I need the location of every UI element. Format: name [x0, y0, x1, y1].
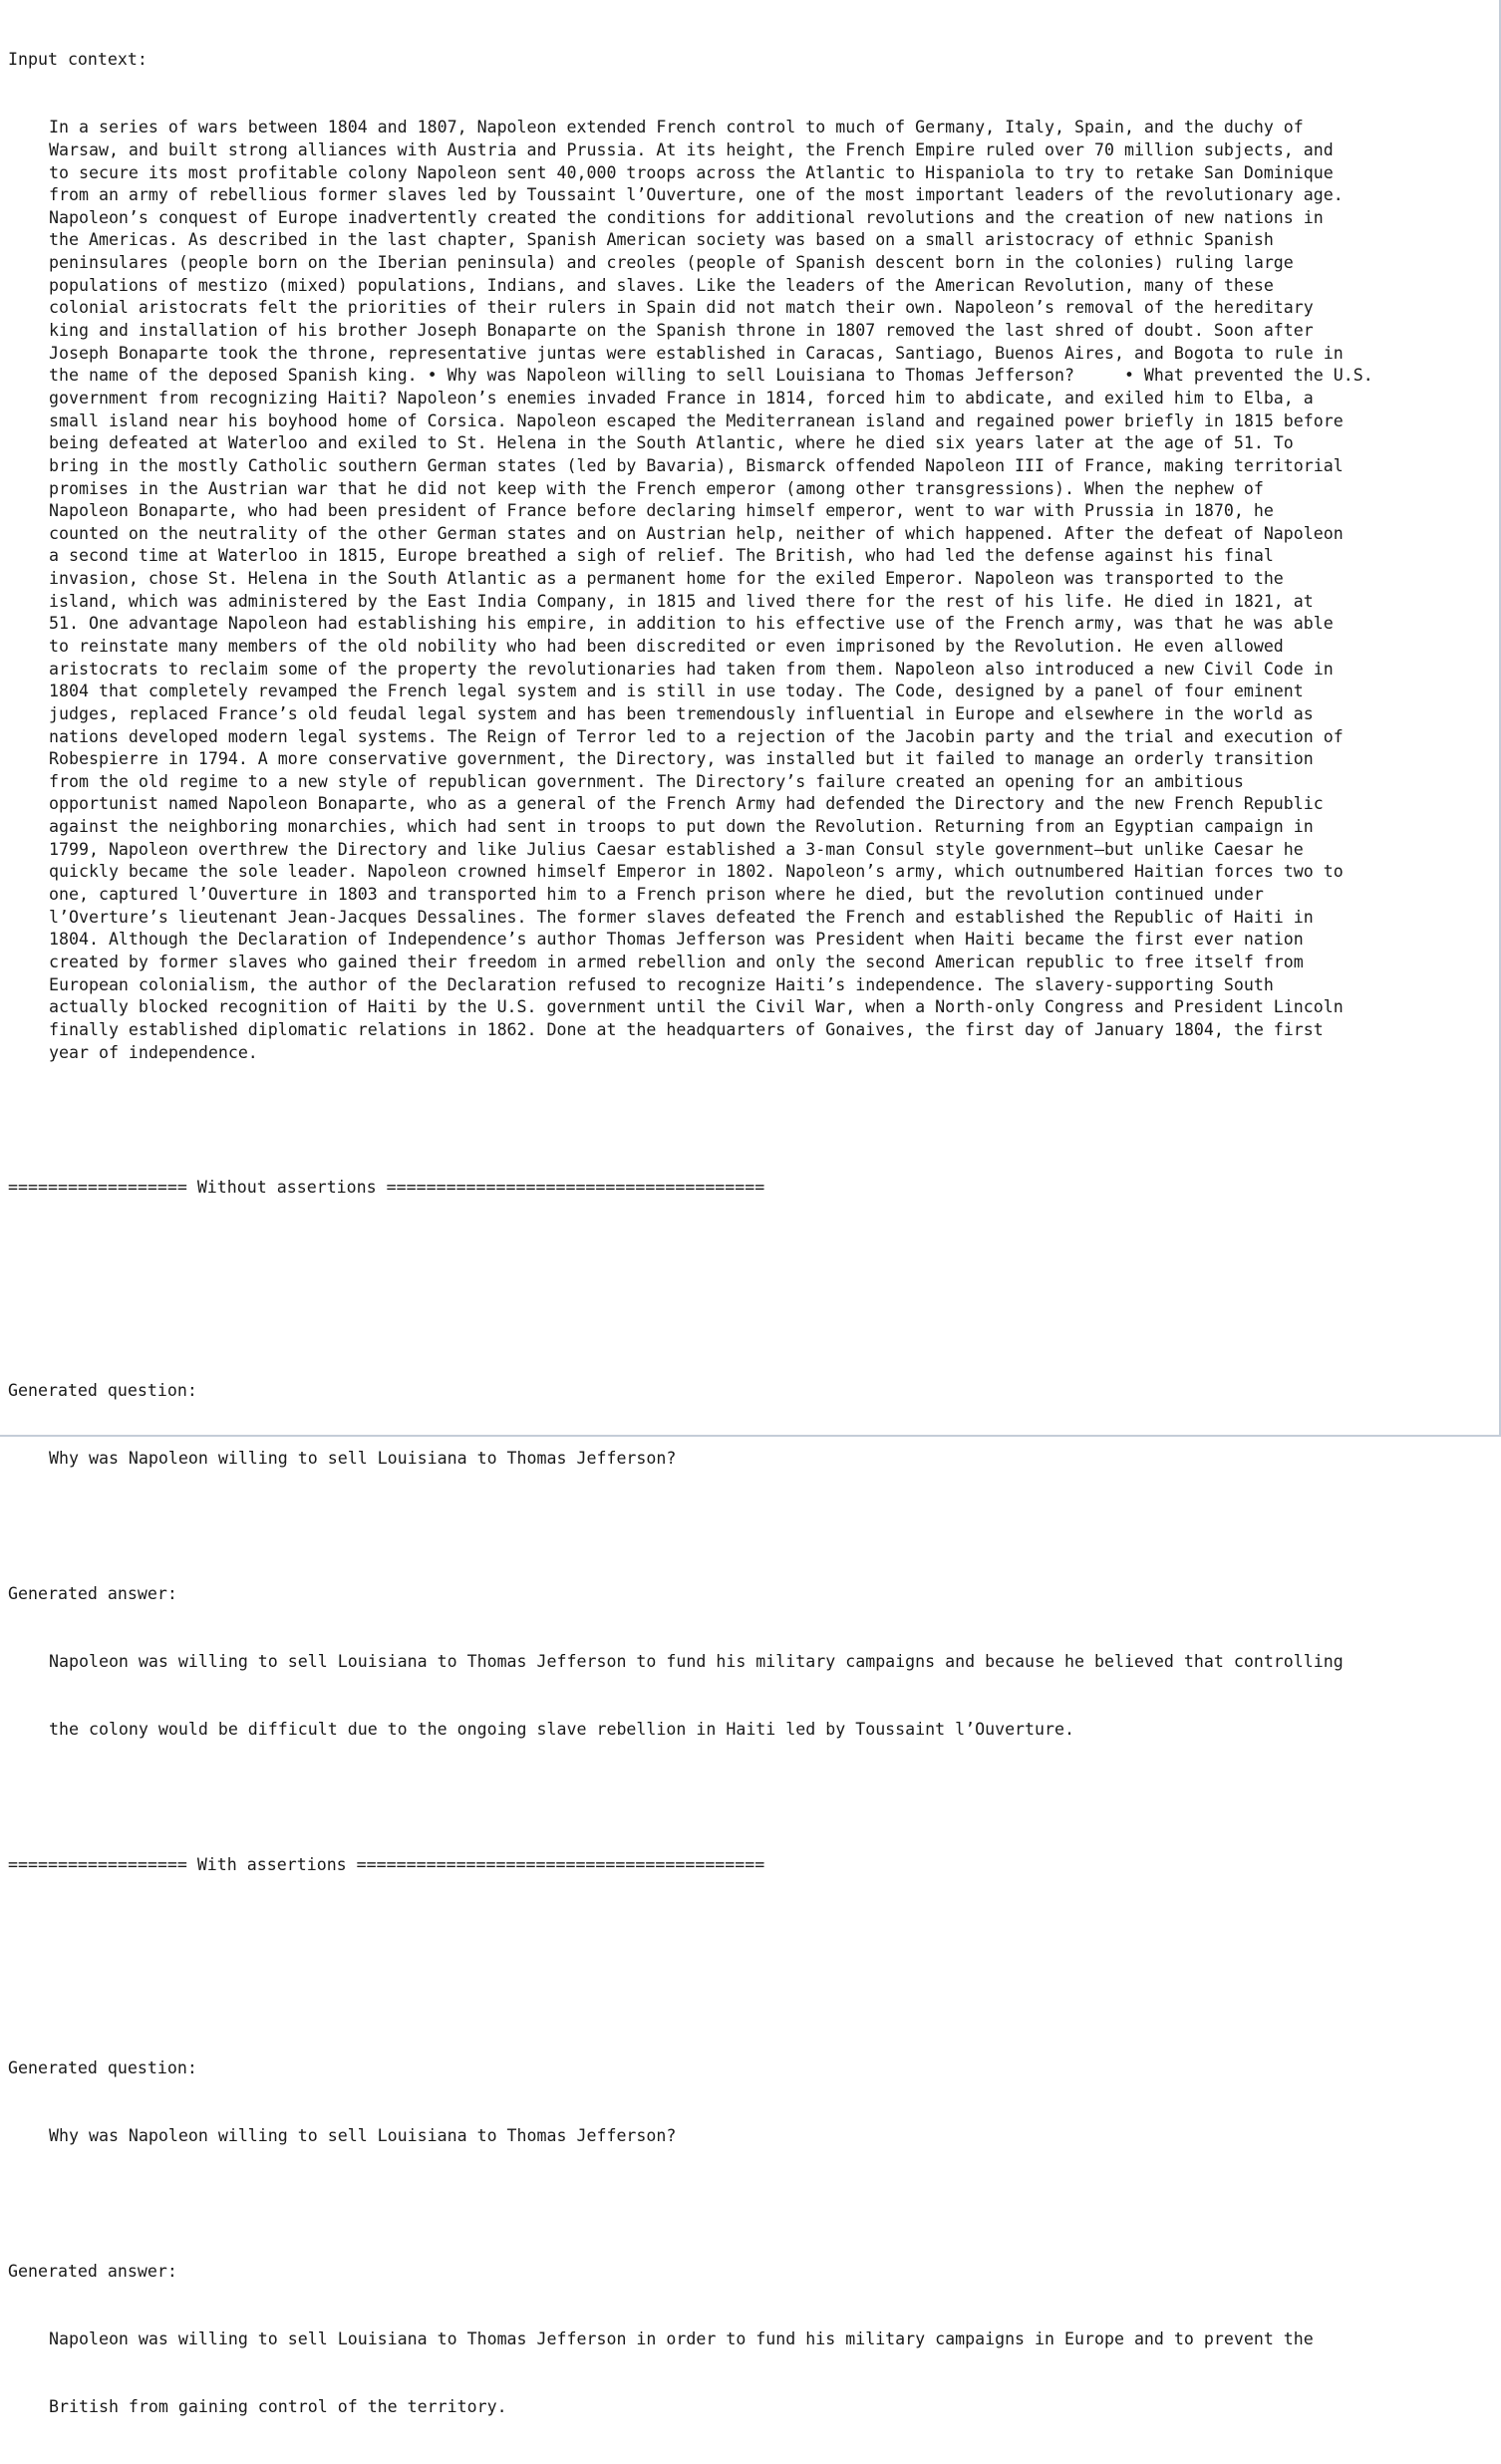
input-context-line: a second time at Waterloo in 1815, Europe breathed a sigh of relief. The British, who had led the defense against his final — [49, 546, 1274, 566]
input-context-label: Input context: — [8, 50, 148, 70]
input-context-line: peninsulares (people born on the Iberian peninsula) and creoles (people of Spanish descent born in the colonies) ruling large — [49, 253, 1294, 273]
input-context-line: the Americas. As described in the last chapter, Spanish American society was based on a small aristocracy of ethnic Spanish — [49, 230, 1274, 250]
input-context-line: Joseph Bonaparte took the throne, representative juntas were established in Caracas, Santiago, Buenos Aires, and Bogota to rule in — [49, 343, 1344, 363]
input-context-line: to reinstate many members of the old nobility who had been discredited or even imprisoned by the Revolution. He even allowed — [49, 637, 1284, 656]
input-context-line: invasion, chose St. Helena in the South Atlantic as a permanent home for the exiled Emperor. Napoleon was transported to the — [49, 569, 1284, 589]
input-context-line: actually blocked recognition of Haiti by the U.S. government until the Civil War, when a North-only Congress and President Lincoln — [49, 997, 1344, 1017]
blank-line — [8, 1922, 1499, 1945]
without-assertions-question-label: Generated question: — [8, 1381, 197, 1401]
blank-line — [8, 2193, 1499, 2216]
input-context-line: Napoleon’s conquest of Europe inadvertently created the conditions for additional revolutions and the creation of new nations in — [49, 207, 1324, 227]
input-context-line: against the neighboring monarchies, which had sent in troops to put down the Revolution. Returning from an Egyptian campaign in — [49, 817, 1314, 837]
input-context-line: l’Overture’s lieutenant Jean-Jacques Dessalines. The former slaves defeated the French and established the Republic of Haiti in — [49, 907, 1314, 927]
input-context-line: from an army of rebellious former slaves led by Toussaint l’Ouverture, one of the most important leaders of the revolutionary age. — [49, 185, 1344, 205]
input-context-line: created by former slaves who gained their freedom in armed rebellion and only the second American republic to free itself from — [49, 952, 1304, 971]
without-assertions-question: Why was Napoleon willing to sell Louisiana to Thomas Jefferson? — [49, 1449, 677, 1469]
input-context-line: small island near his boyhood home of Corsica. Napoleon escaped the Mediterranean island and regained power briefly in 1815 before — [49, 411, 1344, 430]
with-assertions-answer-label: Generated answer: — [8, 2261, 177, 2281]
input-context-line: 51. One advantage Napoleon had establishing his empire, in addition to his effective use of the French army, was that he was able — [49, 614, 1334, 634]
input-context-line: year of independence. — [49, 1042, 258, 1062]
blank-line — [8, 1786, 1499, 1809]
without-assertions-separator: ================== Without assertions ====================================== — [8, 1178, 765, 1198]
input-context-line: opportunist named Napoleon Bonaparte, who as a general of the French Army had defended the Directory and the new French Republic — [49, 794, 1324, 814]
input-context-line: government from recognizing Haiti? Napoleon’s enemies invaded France in 1814, forced him to abdicate, and exiled him to Elba, a — [49, 388, 1314, 408]
with-assertions-separator: ================== With assertions ========================================= — [8, 1854, 765, 1874]
blank-line — [8, 1244, 1499, 1267]
input-context-line: European colonialism, the author of the Declaration refused to recognize Haiti’s independence. The slavery-supporting South — [49, 974, 1274, 994]
without-assertions-answer-line: Napoleon was willing to sell Louisiana to Thomas Jefferson to fund his military campaigns and because he believed that controlling — [49, 1652, 1344, 1672]
with-assertions-question-label: Generated question: — [8, 2057, 197, 2077]
input-context-line: to secure its most profitable colony Napoleon sent 40,000 troops across the Atlantic to Hispaniola to try to retake San Dominique — [49, 162, 1334, 182]
input-context-line: 1804 that completely revamped the French legal system and is still in use today. The Code, designed by a panel of four eminent — [49, 682, 1304, 701]
without-assertions-answer-label: Generated answer: — [8, 1584, 177, 1604]
input-context-line: nations developed modern legal systems. The Reign of Terror led to a rejection of the Jacobin party and the trial and execution of — [49, 726, 1344, 746]
blank-line — [8, 1515, 1499, 1538]
blank-line — [8, 1312, 1499, 1335]
input-context-line: In a series of wars between 1804 and 1807, Napoleon extended French control to much of Germany, Italy, Spain, and the duchy of — [49, 118, 1304, 137]
input-context-line: bring in the mostly Catholic southern German states (led by Bavaria), Bismarck offended Napoleon III of France, making territorial — [49, 455, 1344, 475]
input-context-line: one, captured l’Ouverture in 1803 and transported him to a French prison where he died, but the revolution continued under — [49, 885, 1264, 905]
input-context-line: colonial aristocrats felt the priorities of their rulers in Spain did not match their own. Napoleon’s removal of the hereditary — [49, 298, 1314, 318]
blank-line — [8, 1109, 1499, 1132]
with-assertions-answer-line: British from gaining control of the territory. — [49, 2396, 507, 2416]
input-context-line: Napoleon Bonaparte, who had been president of France before declaring himself emperor, went to war with Prussia in 1870, he — [49, 501, 1274, 521]
input-context-line: quickly became the sole leader. Napoleon crowned himself Emperor in 1802. Napoleon’s army, which outnumbered Haitian forces two to — [49, 862, 1344, 882]
input-context-line: being defeated at Waterloo and exiled to St. Helena in the South Atlantic, where he died six years later at the age of 51. To — [49, 433, 1294, 453]
without-assertions-answer-line: the colony would be difficult due to the ongoing slave rebellion in Haiti led by Toussaint l’Ouverture. — [49, 1720, 1074, 1740]
input-context-line: promises in the Austrian war that he did not keep with the French emperor (among other transgressions). When the nephew of — [49, 478, 1264, 498]
input-context-line: island, which was administered by the East India Company, in 1815 and lived there for the rest of his life. He died in 1821, at — [49, 591, 1314, 611]
input-context-line: counted on the neutrality of the other German states and on Austrian help, neither of which happened. After the defeat of Napoleon — [49, 523, 1344, 543]
with-assertions-question: Why was Napoleon willing to sell Louisiana to Thomas Jefferson? — [49, 2125, 677, 2145]
with-assertions-answer-line: Napoleon was willing to sell Louisiana to Thomas Jefferson in order to fund his military campaigns in Europe and to prevent the — [49, 2328, 1314, 2348]
input-context-line: Warsaw, and built strong alliances with Austria and Prussia. At its height, the French Empire ruled over 70 million subjects, and — [49, 139, 1334, 159]
input-context-text — [8, 117, 1499, 1064]
input-context-line: populations of mestizo (mixed) populations, Indians, and slaves. Like the leaders of the American Revolution, many of these — [49, 275, 1274, 295]
input-context-line: Robespierre in 1794. A more conservative government, the Directory, was installed but it failed to manage an orderly transition — [49, 749, 1314, 769]
input-context-line: the name of the deposed Spanish king. • Why was Napoleon willing to sell Louisiana to Thomas Jefferson? • What prevented the U.S. — [49, 366, 1373, 386]
input-context-line: judges, replaced France’s old feudal legal system and has been tremendously influential in Europe and elsewhere in the world as — [49, 703, 1314, 723]
input-context-line: king and installation of his brother Joseph Bonaparte on the Spanish throne in 1807 removed the last shred of doubt. Soon after — [49, 321, 1314, 341]
input-context-line: finally established diplomatic relations in 1862. Done at the headquarters of Gonaives, the first day of January 1804, the first — [49, 1019, 1324, 1039]
input-context-line: 1799, Napoleon overthrew the Directory and like Julius Caesar established a 3-man Consul style government—but unlike Caesar he — [49, 839, 1304, 859]
input-context-line: aristocrats to reclaim some of the property the revolutionaries had taken from them. Napoleon also introduced a new Civil Code in — [49, 659, 1334, 679]
input-context-line: from the old regime to a new style of republican government. The Directory’s failure created an opening for an ambitious — [49, 771, 1244, 791]
input-context-line: 1804. Although the Declaration of Independence’s author Thomas Jefferson was President when Haiti became the first ever nation — [49, 930, 1304, 950]
blank-line — [8, 1990, 1499, 2013]
